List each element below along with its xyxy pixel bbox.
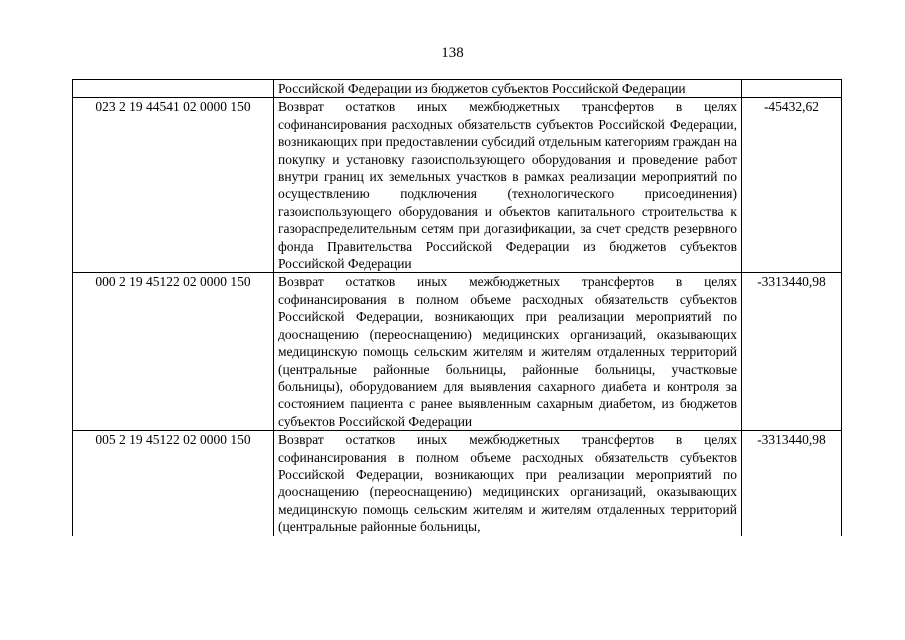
budget-code-cell: 005 2 19 45122 02 0000 150 <box>73 431 274 536</box>
amount-cell <box>742 80 842 98</box>
table-row <box>73 431 842 536</box>
description-cell: Возврат остатков иных межбюджетных трансфертов в целях софинансирования в полном объеме расходных обязательств субъектов Российской Федерации, возникающих при реализации мероприятий по дооснащению (переоснащению) медицинских организаций, оказывающих медицинскую помощь сельским жителям и жителям отдаленных территорий (центральные районные больницы, <box>274 431 742 536</box>
table-row <box>73 80 842 98</box>
budget-code-cell: 000 2 19 45122 02 0000 150 <box>73 273 274 431</box>
amount-cell: -45432,62 <box>742 98 842 273</box>
amount-cell: -3313440,98 <box>742 431 842 536</box>
description-cell: Возврат остатков иных межбюджетных трансфертов в целях софинансирования в полном объеме расходных обязательств субъектов Российской Федерации, возникающих при реализации мероприятий по дооснащению (переоснащению) медицинских организаций, оказывающих медицинскую помощь сельским жителям и жителям отдаленных территорий (центральные районные больницы, районные больницы, участковые больницы), оборудованием для выявления сахарного диабета и контроля за состоянием пациента с ранее выявленным сахарным диабетом, из бюджетов субъектов Российской Федерации <box>274 273 742 431</box>
budget-code-cell <box>73 80 274 98</box>
table-row <box>73 273 842 431</box>
table-row <box>73 98 842 273</box>
amount-cell: -3313440,98 <box>742 273 842 431</box>
description-cell: Российской Федерации из бюджетов субъектов Российской Федерации <box>274 80 742 98</box>
page-number: 138 <box>441 45 464 61</box>
budget-table <box>72 79 842 536</box>
description-cell: Возврат остатков иных межбюджетных трансфертов в целях софинансирования расходных обязательств субъектов Российской Федерации, возникающих при предоставлении субсидий отдельным категориям граждан на покупку и установку газоиспользующего оборудования и проведение работ внутри границ их земельных участков в рамках реализации мероприятий по осуществлению подключения (технологического присоединения) газоиспользующего оборудования и объектов капитального строительства к газораспределительным сетям при догазификации, за счет средств резервного фонда Правительства Российской Федерации из бюджетов субъектов Российской Федерации <box>274 98 742 273</box>
budget-code-cell: 023 2 19 44541 02 0000 150 <box>73 98 274 273</box>
